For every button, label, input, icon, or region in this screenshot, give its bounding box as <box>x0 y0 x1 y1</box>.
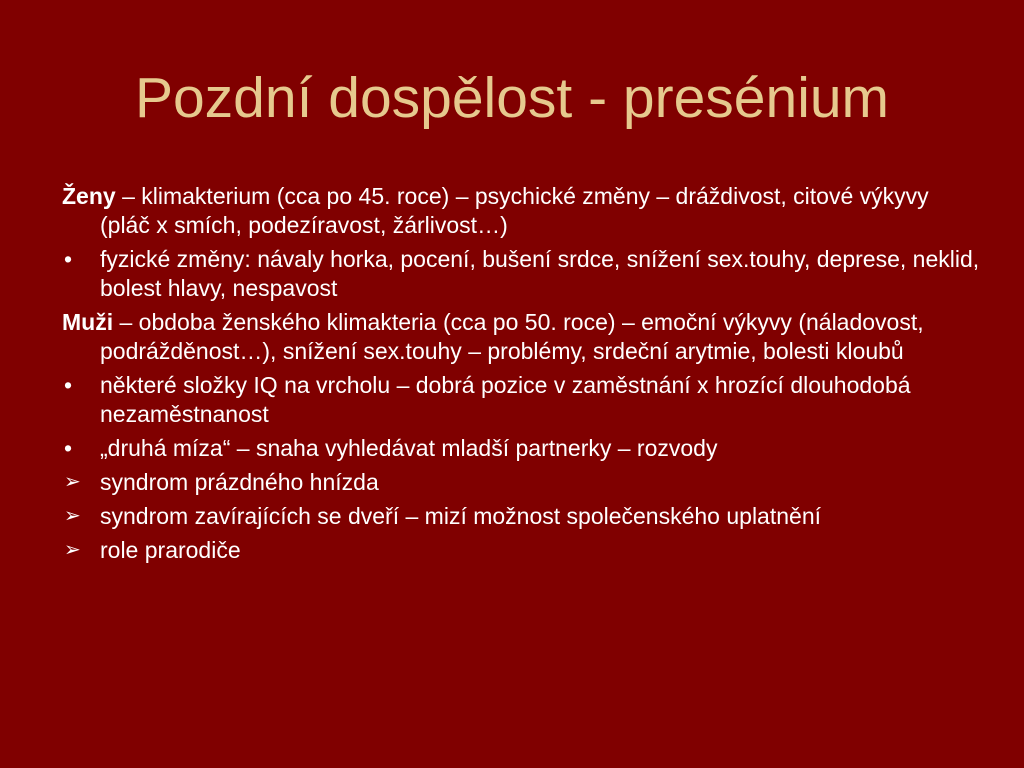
bullet-icon: • <box>64 246 73 272</box>
list-item-text: syndrom prázdného hnízda <box>100 469 379 495</box>
list-item <box>62 371 982 429</box>
list-item-text: některé složky IQ na vrcholu – dobrá pozice v zaměstnání x hrozící dlouhodobá nezaměstnanost <box>100 372 911 427</box>
list-item-bold-label: Ženy <box>62 183 116 209</box>
list-item-text: – klimakterium (cca po 45. roce) – psychické změny – dráždivost, citové výkyvy (pláč x smích, podezíravost, žárlivost…) <box>100 183 929 238</box>
list-item <box>62 245 982 303</box>
list-item-text: syndrom zavírajících se dveří – mizí možnost společenského uplatnění <box>100 503 822 529</box>
slide-title: Pozdní dospělost - presénium <box>134 66 890 130</box>
list-item <box>62 536 982 565</box>
list-item <box>62 434 982 463</box>
list-item-women <box>62 182 982 240</box>
slide-body <box>62 182 982 570</box>
arrow-bullet-icon: ➢ <box>64 539 81 561</box>
bullet-icon: • <box>64 435 73 461</box>
list-item <box>62 502 982 531</box>
list-item-bold-label: Muži <box>62 309 114 335</box>
list-item-men <box>62 308 982 366</box>
list-item-text: – obdoba ženského klimakteria (cca po 50. roce) – emoční výkyvy (náladovost, podrážděnost…), snížení sex.touhy – problémy, srdeční arytmie, bolesti kloubů <box>100 309 924 364</box>
list-item <box>62 468 982 497</box>
list-item-text: role prarodiče <box>100 537 241 563</box>
list-item-text: „druhá míza“ – snaha vyhledávat mladší partnerky – rozvody <box>100 435 718 461</box>
arrow-bullet-icon: ➢ <box>64 505 81 527</box>
bullet-icon: • <box>64 372 73 398</box>
list-item-text: fyzické změny: návaly horka, pocení, bušení srdce, snížení sex.touhy, deprese, neklid, bolest hlavy, nespavost <box>100 246 980 301</box>
arrow-bullet-icon: ➢ <box>64 471 81 493</box>
